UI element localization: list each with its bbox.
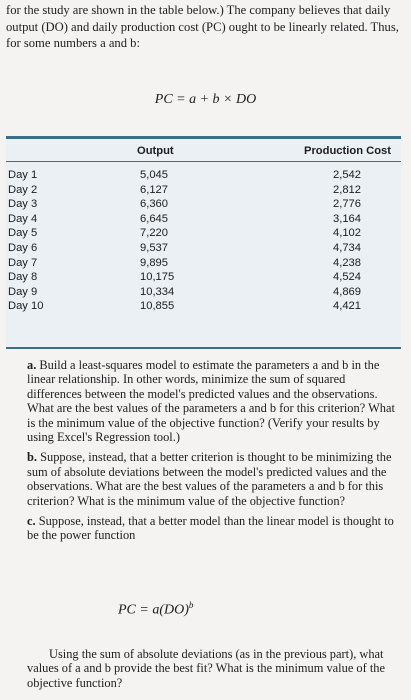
cost-cell: 4,421 xyxy=(333,300,361,313)
question-b xyxy=(27,450,399,508)
cost-cell: 4,524 xyxy=(333,271,361,284)
question-b-text: Suppose, instead, that a better criterion is thought to be minimizing the sum of absolute deviations between the model's predicted values and the observations. What are the best values of the parameters a and b for this criterion? What is the minimum value of the objective function? xyxy=(27,450,392,508)
cost-cell: 4,238 xyxy=(333,256,361,269)
day-cell: Day 3 xyxy=(8,198,38,211)
question-a-label: a. xyxy=(27,358,37,372)
day-cell: Day 4 xyxy=(8,212,38,225)
intro-paragraph: for the study are shown in the table below.) The company believes that daily output (DO) and daily production cost (PC) ought to be linearly related. Thus, for some numbers a and b: xyxy=(6,3,399,51)
cost-cell: 3,164 xyxy=(333,212,361,225)
production-data-table xyxy=(6,139,401,314)
table-row xyxy=(6,270,401,285)
output-cell: 10,175 xyxy=(140,271,175,284)
question-c xyxy=(27,514,399,543)
question-c-label: c. xyxy=(27,514,36,529)
power-equation xyxy=(118,600,278,619)
table-row xyxy=(6,256,401,271)
table-row xyxy=(6,162,401,183)
data-table-container xyxy=(6,136,401,349)
header-production-cost: Production Cost xyxy=(272,139,401,162)
day-cell: Day 9 xyxy=(8,285,38,298)
output-cell: 5,045 xyxy=(140,169,168,181)
output-cell: 9,895 xyxy=(140,256,168,269)
cost-cell: 4,869 xyxy=(333,285,361,298)
cost-cell: 4,102 xyxy=(333,227,361,240)
day-cell: Day 8 xyxy=(8,271,38,284)
table-row xyxy=(6,285,401,300)
table-row xyxy=(6,241,401,256)
question-b-label: b. xyxy=(27,450,37,465)
day-cell: Day 5 xyxy=(8,227,38,240)
table-header-row xyxy=(6,139,401,162)
table-row xyxy=(6,226,401,241)
table-row xyxy=(6,212,401,227)
day-cell: Day 1 xyxy=(8,169,38,181)
linear-equation: PC = a + b × DO xyxy=(154,92,257,107)
question-a-text: Build a least-squares model to estimate the parameters a and b in the linear relationship. In other words, minimize the sum of squared differences between the model's predicted values and the observations. What are the best values of the parameters a and b for this criterion? What is the minimum value of the objective function? (Verify your results by using Excel's Regression tool.) xyxy=(27,358,395,445)
power-equation-exponent: b xyxy=(188,600,194,610)
header-day xyxy=(6,139,101,162)
cost-cell: 2,542 xyxy=(333,169,361,181)
question-a xyxy=(27,358,399,444)
question-c-text: Suppose, instead, that a better model than the linear model is thought to be the power function xyxy=(27,514,394,543)
output-cell: 6,127 xyxy=(140,183,168,196)
power-equation-base: PC = a(DO) xyxy=(118,602,189,618)
table-row xyxy=(6,299,401,314)
output-cell: 10,334 xyxy=(140,285,175,298)
cost-cell: 2,776 xyxy=(333,198,361,211)
day-cell: Day 2 xyxy=(8,183,38,196)
output-cell: 6,645 xyxy=(140,212,168,225)
output-cell: 10,855 xyxy=(140,300,175,313)
table-row xyxy=(6,183,401,198)
day-cell: Day 7 xyxy=(8,256,38,269)
header-output: Output xyxy=(101,139,272,162)
questions-section xyxy=(27,358,399,549)
closing-paragraph: Using the sum of absolute deviations (as in the previous part), what values of a and b provide the best fit? What is the minimum value of the objective function? xyxy=(27,647,385,690)
cost-cell: 4,734 xyxy=(333,241,361,254)
table-row xyxy=(6,197,401,212)
day-cell: Day 6 xyxy=(8,241,38,254)
day-cell: Day 10 xyxy=(8,300,44,313)
output-cell: 7,220 xyxy=(140,227,168,240)
output-cell: 6,360 xyxy=(140,198,168,211)
output-cell: 9,537 xyxy=(140,241,168,254)
cost-cell: 2,812 xyxy=(333,183,361,196)
